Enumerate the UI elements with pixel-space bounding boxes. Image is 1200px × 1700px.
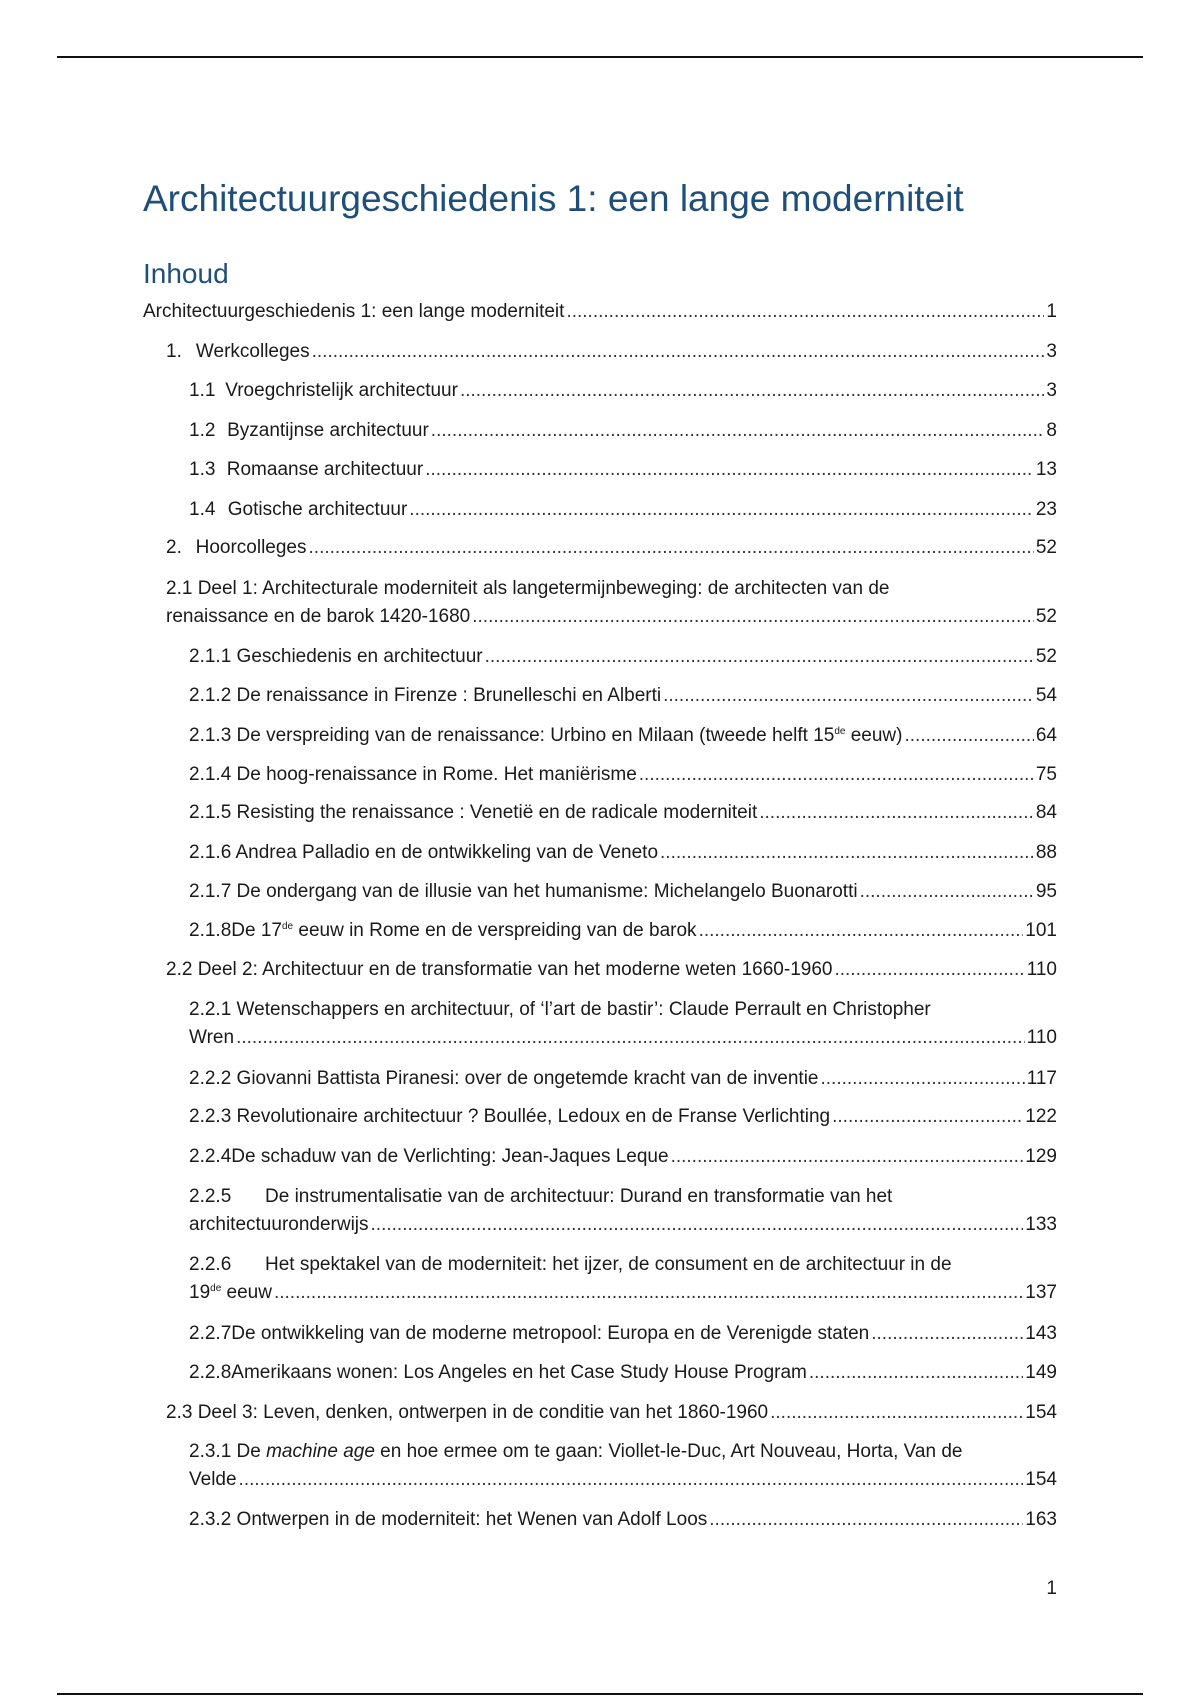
toc-entry[interactable] [189, 1183, 1057, 1239]
toc-entry-page: 143 [1025, 1323, 1057, 1344]
toc-entry-number: 2.2.8 [189, 1362, 232, 1383]
toc-entry[interactable] [189, 1143, 1057, 1171]
toc-leader [671, 1143, 1024, 1171]
toc-heading: Inhoud [143, 258, 229, 289]
toc-entry-page: 154 [1025, 1469, 1057, 1490]
toc-entry-label: Gotische architectuur [227, 499, 408, 520]
toc-entry-page: 154 [1025, 1402, 1057, 1423]
toc-entry-number: 2.2.5 [189, 1186, 232, 1207]
toc-entry-number: 1. [166, 341, 182, 362]
toc-entry[interactable] [189, 917, 1057, 945]
toc-entry-number: 1.4 [189, 499, 216, 520]
toc-entry-page: 3 [1046, 380, 1057, 401]
toc-entry-label: Amerikaans wonen: Los Angeles en het Case Study House Program [231, 1362, 807, 1383]
toc-leader [566, 298, 1044, 326]
toc-entry-label: architectuuronderwijs [189, 1214, 369, 1235]
toc-entry-label: De schaduw van de Verlichting: Jean-Jaques Leque [231, 1146, 669, 1167]
toc-entry-page: 52 [1035, 537, 1057, 558]
toc-leader [770, 1399, 1023, 1427]
toc-entry-number: 2. [166, 537, 182, 558]
toc-entry-page: 129 [1025, 1146, 1057, 1167]
toc-entry[interactable] [189, 682, 1057, 710]
toc-leader [832, 1103, 1023, 1131]
toc-entry[interactable] [166, 534, 1057, 562]
toc-entry-label: 2.1.1 Geschiedenis en architectuur [189, 646, 483, 667]
toc-entry-page: 122 [1025, 1106, 1057, 1127]
toc-entry-page: 52 [1035, 606, 1057, 627]
toc-leader [860, 878, 1034, 906]
toc-leader [239, 1466, 1024, 1494]
toc-leader [309, 534, 1034, 562]
toc-entry-label: 2.2 Deel 2: Architectuur en de transformatie van het moderne weten 1660-1960 [166, 959, 833, 980]
toc-leader [409, 496, 1034, 524]
toc-entry-label: 2.3.2 Ontwerpen in de moderniteit: het Wenen van Adolf Loos [189, 1509, 708, 1530]
toc-entry-label: 2.2.3 Revolutionaire architectuur ? Boullée, Ledoux en de Franse Verlichting [189, 1106, 831, 1127]
toc-leader [709, 1506, 1023, 1534]
toc-leader [371, 1211, 1024, 1239]
toc-entry-page: 84 [1035, 802, 1057, 823]
toc-entry[interactable] [189, 377, 1057, 405]
toc-entry[interactable] [189, 1506, 1057, 1534]
toc-entry-label: 2.3 Deel 3: Leven, denken, ontwerpen in de conditie van het 1860-1960 [166, 1402, 769, 1423]
toc-entry-label: 2.1.2 De renaissance in Firenze : Brunelleschi en Alberti [189, 685, 662, 706]
toc-entry[interactable] [189, 839, 1057, 867]
toc-entry-page: 110 [1026, 1027, 1057, 1048]
toc-entry[interactable] [189, 1103, 1057, 1131]
toc-entry-label: Velde [189, 1469, 237, 1490]
toc-entry[interactable] [189, 1065, 1057, 1093]
toc-entry[interactable] [189, 1438, 1057, 1494]
toc-entry-page: 3 [1046, 341, 1057, 362]
toc-leader [834, 956, 1024, 984]
toc-entry-page: 163 [1025, 1509, 1057, 1530]
toc-entry[interactable] [189, 417, 1057, 445]
toc-entry-number: 2.2.6 [189, 1254, 232, 1275]
toc-entry-label: Werkcolleges [195, 341, 310, 362]
toc-entry-number: 2.2.4 [189, 1146, 232, 1167]
toc-entry[interactable] [189, 643, 1057, 671]
toc-entry-label: 2.1.7 De ondergang van de illusie van het humanisme: Michelangelo Buonarotti [189, 881, 858, 902]
toc-leader [472, 603, 1034, 631]
toc-entry-page: 75 [1035, 764, 1057, 785]
toc-entry-label: Byzantijnse architectuur [227, 420, 429, 441]
toc-entry-label: De ontwikkeling van de moderne metropool: Europa en de Verenigde staten [231, 1323, 870, 1344]
toc-entry[interactable] [189, 722, 1057, 750]
toc-entry-page: 1 [1046, 301, 1057, 322]
toc-entry-label: Hoorcolleges [195, 537, 307, 558]
toc-leader [312, 338, 1045, 366]
toc-entry[interactable] [189, 496, 1057, 524]
toc-entry-label: renaissance en de barok 1420-1680 [166, 606, 471, 627]
toc-entry[interactable] [189, 799, 1057, 827]
toc-entry-page: 149 [1025, 1362, 1057, 1383]
toc-entry[interactable] [189, 996, 1057, 1052]
toc-leader [759, 799, 1034, 827]
toc-leader [660, 839, 1034, 867]
page-number: 1 [1046, 1578, 1057, 1599]
superscript: de [281, 921, 294, 932]
toc-entry-label: Vroegchristelijk architectuur [225, 380, 458, 401]
toc-leader [460, 377, 1044, 405]
toc-entry[interactable] [166, 956, 1057, 984]
toc-entry-label: 2.1.3 De verspreiding van de renaissance: Urbino en Milaan (tweede helft 15de eeuw) [189, 725, 903, 746]
toc-leader [904, 722, 1033, 750]
toc-entry-page: 88 [1035, 842, 1057, 863]
toc-entry[interactable] [166, 338, 1057, 366]
toc-entry-page: 13 [1035, 459, 1057, 480]
toc-entry-number: 1.3 [189, 459, 216, 480]
toc-leader [236, 1024, 1025, 1052]
toc-entry[interactable] [189, 1251, 1057, 1307]
toc-leader [639, 761, 1034, 789]
toc-entry-page: 8 [1046, 420, 1057, 441]
toc-entry-label: 2.1.6 Andrea Palladio en de ontwikkeling van de Veneto [189, 842, 659, 863]
toc-entry[interactable] [143, 298, 1057, 326]
bottom-rule [57, 1693, 1143, 1695]
toc-entry-page: 52 [1035, 646, 1057, 667]
toc-entry-page: 110 [1026, 959, 1057, 980]
document-title: Architectuurgeschiedenis 1: een lange moderniteit [143, 178, 964, 219]
toc-entry-page: 95 [1035, 881, 1057, 902]
toc-entry-label: 19de eeuw [189, 1282, 272, 1303]
toc-leader [809, 1359, 1023, 1387]
superscript: de [210, 1283, 222, 1294]
toc-entry-page: 64 [1035, 725, 1057, 746]
top-rule [57, 56, 1143, 58]
toc-entry-label-line1: 2.3.1 De machine age en hoe ermee om te gaan: Viollet-le-Duc, Art Nouveau, Horta, Van de [189, 1441, 963, 1462]
toc-entry-page: 137 [1025, 1282, 1057, 1303]
emphasis: machine age [266, 1441, 375, 1462]
toc-entry[interactable] [189, 878, 1057, 906]
toc-leader [699, 917, 1024, 945]
toc-entry-label-line1: Het spektakel van de moderniteit: het ijzer, de consument en de architectuur in de [265, 1254, 952, 1275]
toc-leader [274, 1279, 1023, 1307]
toc-entry-number: 2.1.8 [189, 920, 232, 941]
toc-entry[interactable] [189, 1320, 1057, 1348]
toc-entry-page: 133 [1025, 1214, 1057, 1235]
toc-entry-page: 117 [1026, 1068, 1057, 1089]
toc-entry[interactable] [166, 575, 1057, 631]
toc-entry-label-line1: 2.2.1 Wetenschappers en architectuur, of ‘l’art de bastir’: Claude Perrault en Christopher [189, 999, 931, 1020]
toc-leader [821, 1065, 1025, 1093]
toc-entry[interactable] [189, 456, 1057, 484]
toc-entry-page: 101 [1025, 920, 1057, 941]
toc-entry[interactable] [189, 1359, 1057, 1387]
toc-entry-label: Romaanse architectuur [226, 459, 424, 480]
toc-leader [485, 643, 1034, 671]
toc-entry-page: 23 [1035, 499, 1057, 520]
toc-leader [425, 456, 1034, 484]
toc-entry-label: Wren [189, 1027, 235, 1048]
toc-entry-number: 1.1 [189, 380, 216, 401]
toc-entry-label-line1: De instrumentalisatie van de architectuur: Durand en transformatie van het [265, 1186, 893, 1207]
toc-entry-label: 2.2.2 Giovanni Battista Piranesi: over de ongetemde kracht van de inventie [189, 1068, 819, 1089]
toc-entry-page: 54 [1035, 685, 1057, 706]
toc-entry-number: 1.2 [189, 420, 216, 441]
toc-entry[interactable] [166, 1399, 1057, 1427]
superscript: de [834, 726, 846, 737]
toc-entry-label: 2.1.4 De hoog-renaissance in Rome. Het maniërisme [189, 764, 637, 785]
toc-leader [871, 1320, 1023, 1348]
toc-entry-label: Architectuurgeschiedenis 1: een lange moderniteit [143, 301, 565, 322]
toc-entry-number: 2.2.7 [189, 1323, 232, 1344]
toc-entry-label-line1: 2.1 Deel 1: Architecturale moderniteit als langetermijnbeweging: de architecten van de [166, 578, 890, 599]
toc-entry-label: De 17de eeuw in Rome en de verspreiding van de barok [231, 920, 697, 941]
toc-leader [431, 417, 1045, 445]
toc-entry-label: 2.1.5 Resisting the renaissance : Venetië en de radicale moderniteit [189, 802, 758, 823]
toc-leader [663, 682, 1034, 710]
toc-entry[interactable] [189, 761, 1057, 789]
